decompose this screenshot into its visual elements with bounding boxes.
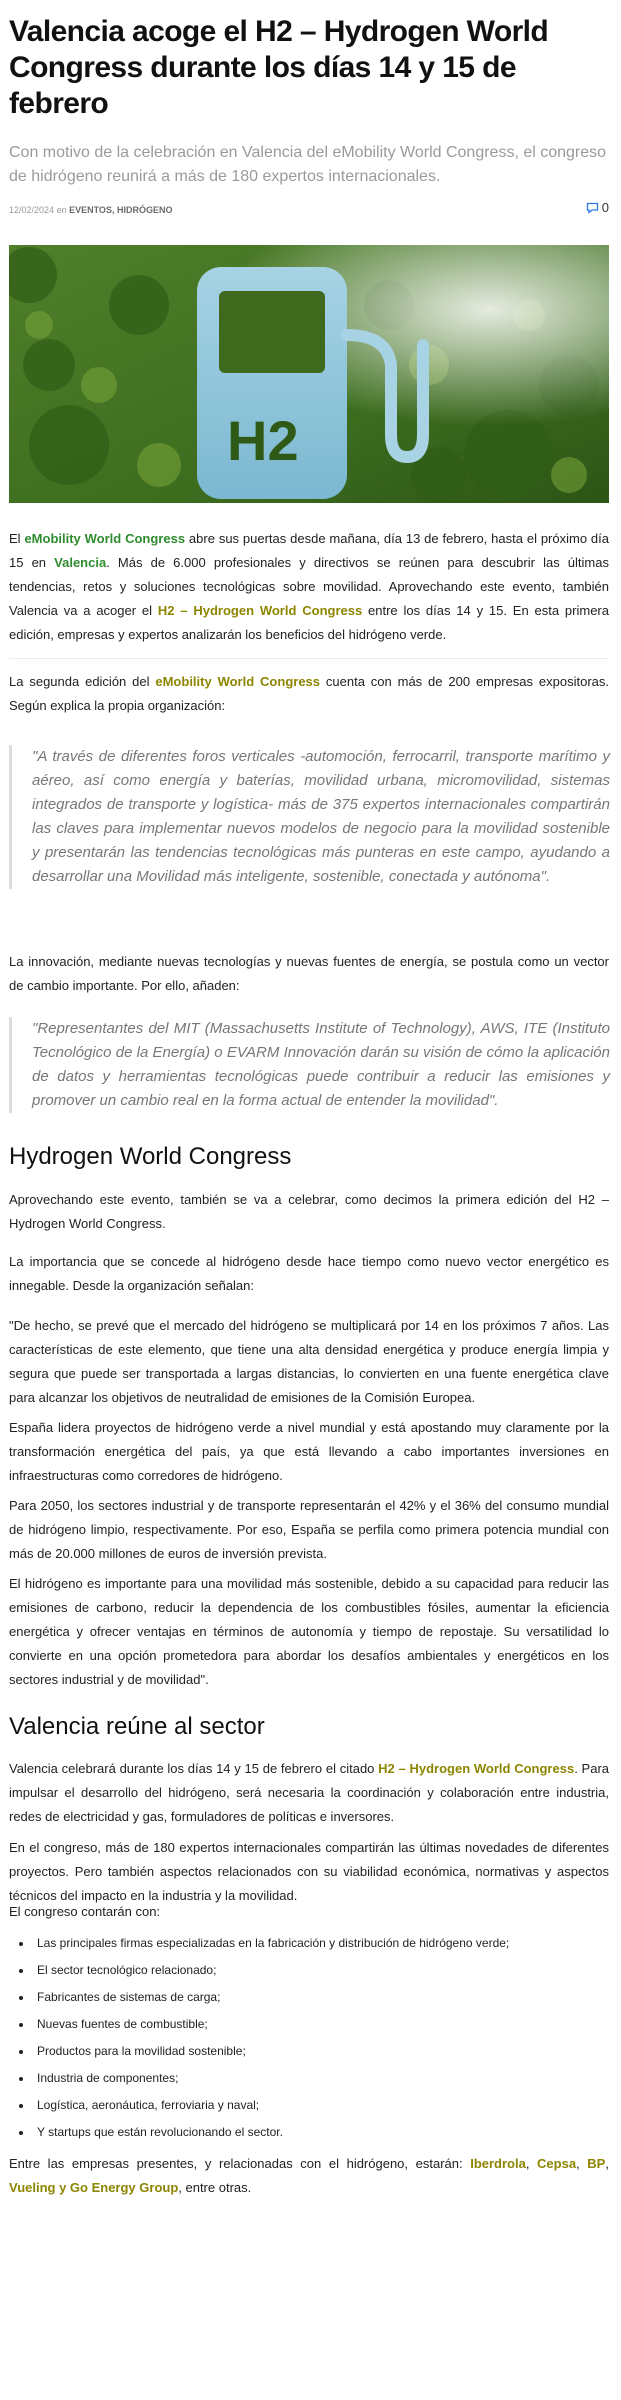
section-heading: Valencia reúne al sector <box>9 1713 265 1740</box>
article-title: Valencia acoge el H2 – Hydrogen World Congress durante los días 14 y 15 de febrero <box>9 15 549 120</box>
h2-congress-link[interactable]: H2 – Hydrogen World Congress <box>378 1761 575 1776</box>
quote: "A través de diferentes foros verticales -automoción, ferrocarril, transporte marítimo y aéreo, así como energía y baterías, movilidad urbana, micromovilidad, sistemas integrados de transporte y logística- más de 375 expertos internacionales compartirán las claves para implementar nuevos modelos de negocio para la movilidad sostenible y presentarán las tendencias tecnológicas más punteras en este campo, ayudando a desarrollar una Movilidad más inteligente, sostenible, conectada y autónoma". <box>9 745 610 889</box>
list-item: • Y startups que están revolucionando el sector. <box>33 2119 613 2146</box>
paragraph: Aprovechando este evento, también se va a celebrar, como decimos la primera edición del H2 – Hydrogen World Congress. <box>9 1192 609 1231</box>
comments-link[interactable] <box>586 201 609 215</box>
paragraph: Para 2050, los sectores industrial y de transporte representarán el 42% y el 36% del consumo mundial de hidrógeno limpio, respectivamente. Por eso, España se perfila como primera potencia mundial con más de 20.000 millones de euros de inversión prevista. <box>9 1498 609 1561</box>
company-link[interactable]: Iberdrola <box>470 2156 526 2171</box>
divider <box>9 658 609 659</box>
company-link[interactable]: Vueling y Go Energy Group <box>9 2180 179 2195</box>
article-subtitle: Con motivo de la celebración en Valencia del eMobility World Congress, el congreso de hidrógeno reunirá a más de 180 expertos internacionales. <box>9 144 607 185</box>
paragraph: El eMobility World Congress abre sus puertas desde mañana, día 13 de febrero, hasta el próximo día 15 en Valencia. Más de 6.000 profesionales y directivos se reúnen para descubrir las últimas tendencias, retos y soluciones tecnológicas sobre movilidad. Aprovechando este evento, también Valencia va a acoger el H2 – Hydrogen World Congress entre los días 14 y 15. En esta primera edición, empresas y expertos analizarán los beneficios del hidrógeno verde. <box>9 531 609 642</box>
company-link[interactable]: BP <box>587 2156 606 2171</box>
valencia-link[interactable]: Valencia <box>54 555 107 570</box>
paragraph: El congreso contarán con: <box>9 1904 161 1919</box>
list-item: • Productos para la movilidad sostenible; <box>33 2038 613 2065</box>
list-item: • El sector tecnológico relacionado; <box>33 1957 613 1984</box>
emobility-link[interactable]: eMobility World Congress <box>24 531 186 546</box>
exhibitor-list <box>9 1930 613 2146</box>
list-item: • Nuevas fuentes de combustible; <box>33 2011 613 2038</box>
paragraph: La innovación, mediante nuevas tecnologías y nuevas fuentes de energía, se postula como un vector de cambio importante. Por ello, añaden: <box>9 954 609 993</box>
paragraph: En el congreso, más de 180 expertos internacionales compartirán las últimas novedades de diferentes proyectos. Pero también aspectos relacionados con su viabilidad económica, normativas y aspectos técnicos del impacto en la industria y la movilidad. <box>9 1840 609 1903</box>
in-label: en <box>56 205 67 215</box>
list-item: • Logística, aeronáutica, ferroviaria y naval; <box>33 2092 613 2119</box>
post-date: 12/02/2024 <box>9 205 55 215</box>
h2-congress-link[interactable]: H2 – Hydrogen World Congress <box>157 603 363 618</box>
comment-count: 0 <box>601 200 609 215</box>
list-item: • Fabricantes de sistemas de carga; <box>33 1984 613 2011</box>
company-link[interactable]: Cepsa <box>537 2156 577 2171</box>
paragraph: El hidrógeno es importante para una movilidad más sostenible, debido a su capacidad para reducir las emisiones de carbono, reducir la dependencia de los combustibles fósiles, aumentar la eficiencia energética y ofrecer ventajas en términos de autonomía y tiempo de repostaje. Su versatilidad lo convierte en una opción prometedora para abordar los desafíos ambientales y energéticos en los sectores industrial y de movilidad". <box>9 1576 609 1687</box>
hero-image <box>9 245 609 503</box>
paragraph: Entre las empresas presentes, y relacionadas con el hidrógeno, estarán: Iberdrola, Cepsa, BP, Vueling y Go Energy Group, entre otras. <box>9 2156 609 2195</box>
comment-icon <box>586 202 599 214</box>
category-link[interactable]: EVENTOS <box>69 205 112 215</box>
emobility-link[interactable]: eMobility World Congress <box>155 674 321 689</box>
quote: "Representantes del MIT (Massachusetts Institute of Technology), AWS, ITE (Instituto Tecnológico de la Energía) o EVARM Innovación darán su visión de cómo la aplicación de datos y herramientas tecnológicas puede contribuir a reducir las emisiones y promover un cambio real en la forma actual de entender la movilidad". <box>9 1017 610 1113</box>
paragraph: "De hecho, se prevé que el mercado del hidrógeno se multiplicará por 14 en los próximos 7 años. Las características de este elemento, que tiene una alta densidad energética y produce energía limpia y segura que puede ser transportada a largas distancias, lo convierten en una fuente energética clave para alcanzar los objetivos de neutralidad de emisiones de la Comisión Europea. <box>9 1318 609 1405</box>
paragraph: La importancia que se concede al hidrógeno desde hace tiempo como nuevo vector energético es innegable. Desde la organización señalan: <box>9 1254 609 1293</box>
paragraph: España lidera proyectos de hidrógeno verde a nivel mundial y está apostando muy claramente por la transformación energética del país, ya que está llevando a cabo importantes inversiones en infraestructuras como corredores de hidrógeno. <box>9 1420 609 1483</box>
paragraph: La segunda edición del eMobility World Congress cuenta con más de 200 empresas expositoras. Según explica la propia organización: <box>9 674 609 713</box>
article-meta: 12/02/2024 en EVENTOS, HIDRÓGENO 0 <box>9 200 609 215</box>
section-heading: Hydrogen World Congress <box>9 1143 292 1170</box>
paragraph: Valencia celebrará durante los días 14 y 15 de febrero el citado H2 – Hydrogen World Congress. Para impulsar el desarrollo del hidrógeno, será necesaria la coordinación y colaboración entre industria, redes de electricidad y gas, formuladores de políticas e inversores. <box>9 1761 609 1824</box>
list-item: • Las principales firmas especializadas en la fabricación y distribución de hidrógeno verde; <box>33 1930 613 1957</box>
category-link[interactable]: HIDRÓGENO <box>116 205 173 215</box>
list-item: • Industria de componentes; <box>33 2065 613 2092</box>
hero-h2-text: H2 <box>227 409 299 472</box>
